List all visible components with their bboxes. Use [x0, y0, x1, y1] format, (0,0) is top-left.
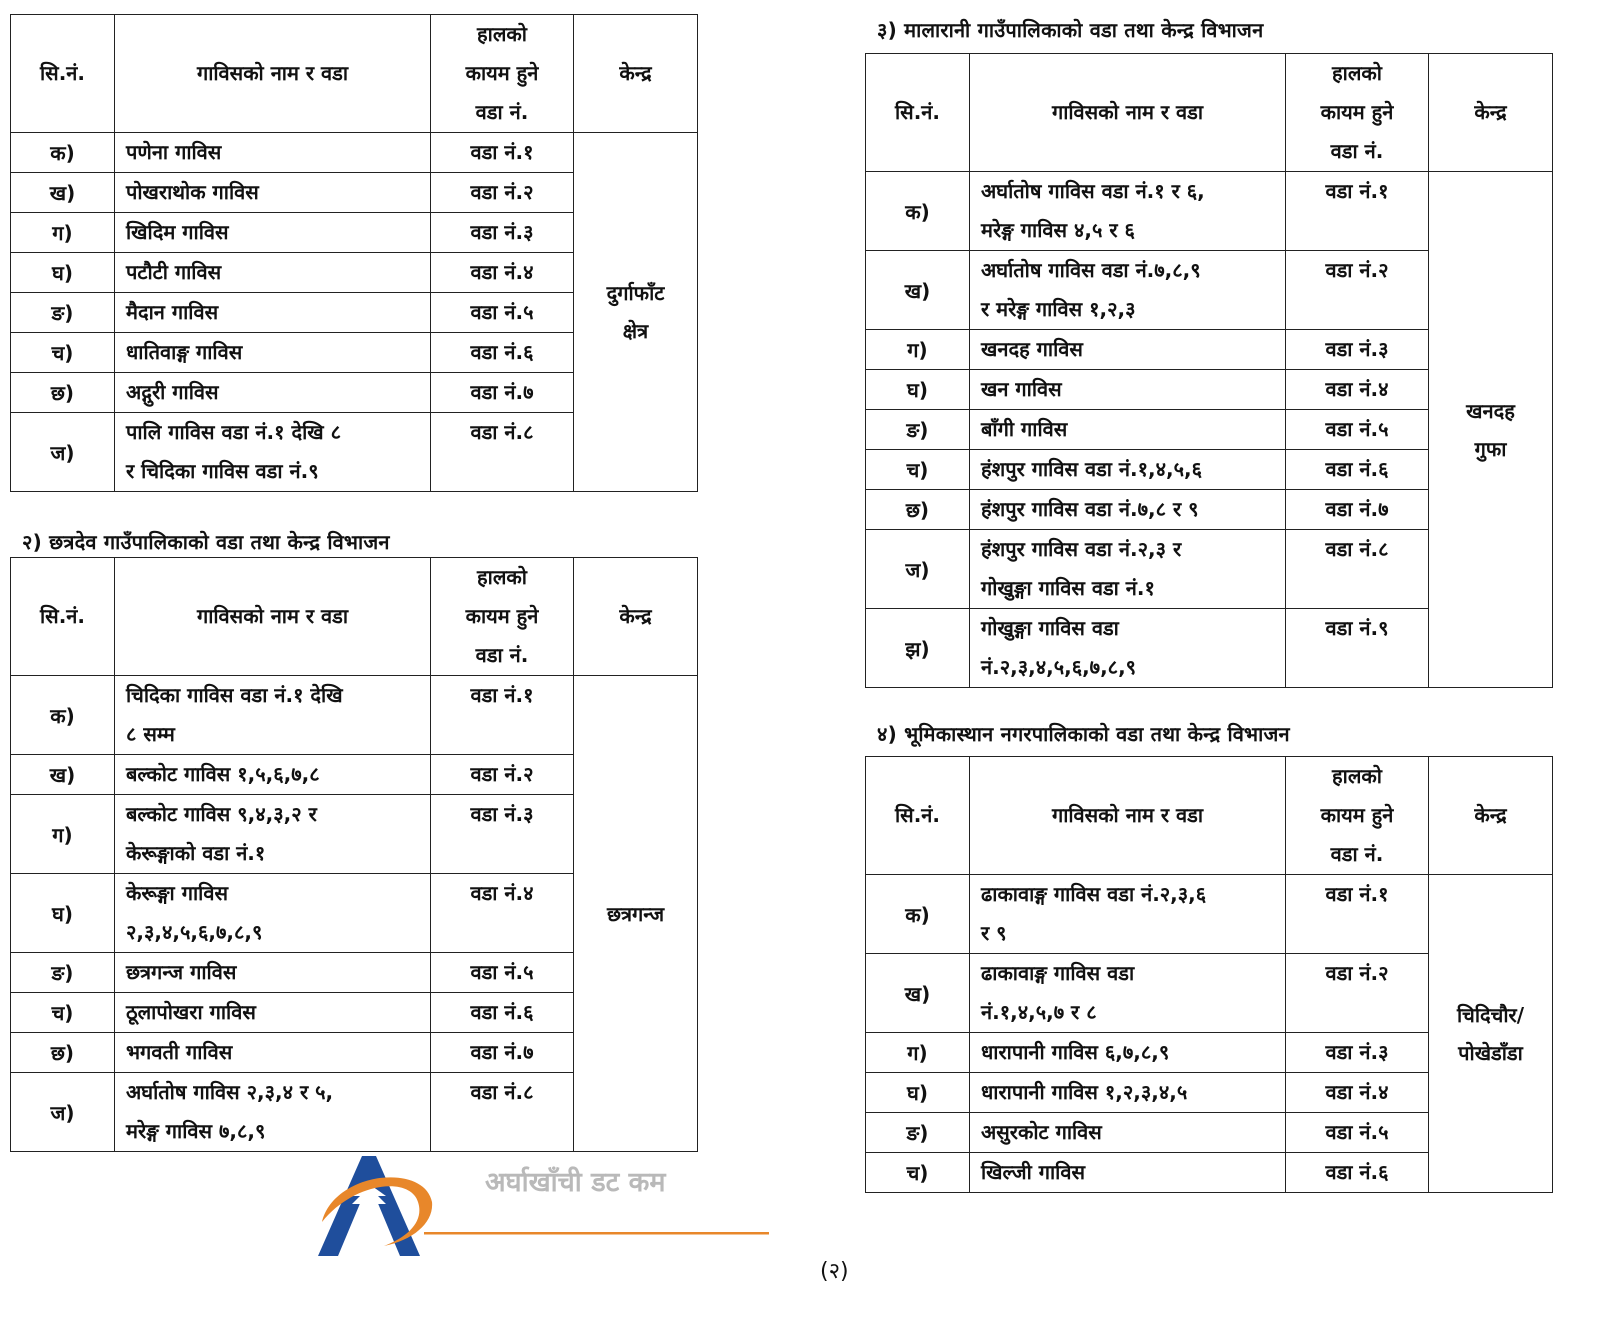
row-vdc-name: [970, 330, 1286, 370]
vdc-name-line: अर्घातोष गाविस वडा नं.७,८,९: [981, 258, 1201, 282]
row-serial: क): [866, 172, 970, 251]
row-vdc-name: [970, 251, 1286, 330]
row-ward: वडा नं.७: [431, 1033, 574, 1073]
header-center: केन्द्र: [1429, 757, 1553, 875]
row-serial: ग): [11, 795, 115, 874]
header-name: गाविसको नाम र वडा: [115, 558, 431, 676]
header-center: केन्द्र: [574, 15, 698, 133]
row-serial: ङ): [11, 293, 115, 333]
vdc-name-line: र मरेङ्ग गाविस १,२,३: [981, 297, 1136, 321]
header-name: गाविसको नाम र वडा: [970, 54, 1286, 172]
row-vdc-name: [115, 1033, 431, 1073]
row-serial: ग): [866, 1033, 970, 1073]
row-serial: घ): [11, 253, 115, 293]
vdc-name-line: ८ सम्म: [126, 722, 175, 746]
ward-table-4: [865, 756, 1553, 1193]
row-serial: छ): [11, 1033, 115, 1073]
row-vdc-name: [115, 874, 431, 953]
row-vdc-name: [970, 875, 1286, 954]
row-ward: वडा नं.६: [431, 993, 574, 1033]
row-vdc-name: [115, 1073, 431, 1152]
table-row: [11, 676, 698, 755]
row-vdc-name: [970, 1033, 1286, 1073]
row-serial: च): [866, 1153, 970, 1193]
row-vdc-name: [115, 333, 431, 373]
table-row: [866, 172, 1553, 251]
row-ward: वडा नं.३: [1286, 1033, 1429, 1073]
vdc-name-line: छत्रगन्ज गाविस: [126, 960, 237, 984]
row-ward: वडा नं.८: [431, 413, 574, 492]
vdc-name-line: हंशपुर गाविस वडा नं.७,८ र ९: [981, 497, 1199, 521]
header-sn: सि.नं.: [866, 757, 970, 875]
row-ward: वडा नं.२: [1286, 954, 1429, 1033]
row-ward: वडा नं.१: [1286, 172, 1429, 251]
row-ward: वडा नं.१: [431, 133, 574, 173]
row-vdc-name: [970, 172, 1286, 251]
row-vdc-name: [970, 609, 1286, 688]
row-ward: वडा नं.१: [1286, 875, 1429, 954]
logo-text: अर्घाखाँची डट कम: [485, 1167, 666, 1198]
row-ward: वडा नं.३: [431, 795, 574, 874]
row-vdc-name: [115, 993, 431, 1033]
row-ward: वडा नं.५: [431, 293, 574, 333]
row-vdc-name: [970, 954, 1286, 1033]
row-ward: वडा नं.५: [1286, 410, 1429, 450]
row-serial: ख): [11, 755, 115, 795]
row-serial: क): [866, 875, 970, 954]
vdc-name-line: पणेना गाविस: [126, 140, 222, 164]
vdc-name-line: धारापानी गाविस ६,७,८,९: [981, 1040, 1170, 1064]
vdc-name-line: र ९: [981, 921, 1007, 945]
row-serial: च): [11, 333, 115, 373]
header-sn: सि.नं.: [11, 15, 115, 133]
row-ward: वडा नं.८: [1286, 530, 1429, 609]
row-serial: ङ): [866, 410, 970, 450]
row-serial: ख): [866, 251, 970, 330]
header-center: केन्द्र: [1429, 54, 1553, 172]
header-ward: हालको कायम हुने वडा नं.: [1286, 54, 1429, 172]
center-name-line: चिदिचौर/: [1456, 1002, 1525, 1027]
row-ward: वडा नं.५: [1286, 1113, 1429, 1153]
vdc-name-line: गोखुङ्गा गाविस वडा नं.१: [981, 576, 1155, 600]
vdc-name-line: केरूङ्गा गाविस: [126, 881, 228, 905]
vdc-name-line: पालि गाविस वडा नं.१ देखि ८: [126, 420, 342, 444]
row-vdc-name: [115, 293, 431, 333]
row-ward: वडा नं.२: [1286, 251, 1429, 330]
row-serial: ख): [11, 173, 115, 213]
row-serial: ज): [11, 1073, 115, 1152]
vdc-name-line: बल्कोट गाविस ९,४,३,२ र: [126, 802, 317, 826]
vdc-name-line: धारापानी गाविस १,२,३,४,५: [981, 1080, 1188, 1104]
row-ward: वडा नं.४: [431, 253, 574, 293]
row-ward: वडा नं.९: [1286, 609, 1429, 688]
row-ward: वडा नं.६: [431, 333, 574, 373]
table-row: [866, 875, 1553, 954]
row-ward: वडा नं.४: [1286, 1073, 1429, 1113]
vdc-name-line: र चिदिका गाविस वडा नं.९: [126, 459, 319, 483]
row-vdc-name: [115, 676, 431, 755]
row-ward: वडा नं.४: [1286, 370, 1429, 410]
page-number: (२): [820, 1259, 849, 1284]
header-center: केन्द्र: [574, 558, 698, 676]
logo-underline: [424, 1232, 769, 1235]
vdc-name-line: खिदिम गाविस: [126, 220, 229, 244]
vdc-name-line: अर्घातोष गाविस वडा नं.१ र ६,: [981, 179, 1205, 203]
row-ward: वडा नं.६: [1286, 1153, 1429, 1193]
center-name-line: छत्रगन्ज: [606, 901, 665, 926]
table-4-caption: ४) भूमिकास्थान नगरपालिकाको वडा तथा केन्द्र विभाजन: [877, 722, 1290, 746]
center-name-line: पोखेडाँडा: [1458, 1040, 1523, 1065]
table-row: [11, 133, 698, 173]
row-vdc-name: [115, 373, 431, 413]
row-ward: वडा नं.२: [431, 755, 574, 795]
vdc-name-line: केरूङ्गाको वडा नं.१: [126, 841, 266, 865]
row-serial: ज): [866, 530, 970, 609]
header-ward: हालको कायम हुने वडा नं.: [431, 15, 574, 133]
center-name-line: खनदह: [1466, 398, 1515, 423]
ward-table-3: [865, 53, 1553, 688]
row-vdc-name: [115, 413, 431, 492]
vdc-name-line: पटौटी गाविस: [126, 260, 222, 284]
header-ward: हालको कायम हुने वडा नं.: [431, 558, 574, 676]
row-serial: छ): [866, 490, 970, 530]
center-cell: [1429, 172, 1553, 688]
row-vdc-name: [115, 953, 431, 993]
row-serial: छ): [11, 373, 115, 413]
row-vdc-name: [970, 1073, 1286, 1113]
row-serial: च): [866, 450, 970, 490]
vdc-name-line: मरेङ्ग गाविस ७,८,९: [126, 1119, 266, 1143]
vdc-name-line: चिदिका गाविस वडा नं.१ देखि: [126, 683, 343, 707]
vdc-name-line: नं.१,४,५,७ र ८: [981, 1000, 1097, 1024]
vdc-name-line: पोखराथोक गाविस: [126, 180, 259, 204]
row-serial: घ): [11, 874, 115, 953]
vdc-name-line: अद्गुरी गाविस: [126, 380, 219, 404]
vdc-name-line: खिल्जी गाविस: [981, 1160, 1085, 1184]
row-serial: घ): [866, 370, 970, 410]
vdc-name-line: असुरकोट गाविस: [981, 1120, 1102, 1144]
row-vdc-name: [115, 213, 431, 253]
row-ward: वडा नं.७: [431, 373, 574, 413]
center-name-line: दुर्गाफाँट: [606, 281, 665, 305]
header-sn: सि.नं.: [866, 54, 970, 172]
row-ward: वडा नं.५: [431, 953, 574, 993]
ward-table-2: [10, 557, 698, 1152]
header-name: गाविसको नाम र वडा: [115, 15, 431, 133]
row-vdc-name: [115, 795, 431, 874]
row-ward: वडा नं.६: [1286, 450, 1429, 490]
table-2-caption: २) छत्रदेव गाउँपालिकाको वडा तथा केन्द्र विभाजन: [22, 530, 390, 554]
vdc-name-line: अर्घातोष गाविस २,३,४ र ५,: [126, 1080, 334, 1104]
vdc-name-line: हंशपुर गाविस वडा नं.१,४,५,६: [981, 457, 1202, 481]
row-ward: वडा नं.३: [431, 213, 574, 253]
row-ward: वडा नं.४: [431, 874, 574, 953]
row-serial: ङ): [866, 1113, 970, 1153]
vdc-name-line: धातिवाङ्ग गाविस: [126, 340, 243, 364]
vdc-name-line: नं.२,३,४,५,६,७,८,९: [981, 655, 1137, 679]
vdc-name-line: २,३,४,५,६,७,८,९: [126, 920, 263, 944]
row-vdc-name: [115, 755, 431, 795]
row-serial: ग): [11, 213, 115, 253]
row-vdc-name: [970, 410, 1286, 450]
vdc-name-line: गोखुङ्गा गाविस वडा: [981, 616, 1119, 640]
row-serial: ङ): [11, 953, 115, 993]
vdc-name-line: बल्कोट गाविस १,५,६,७,८: [126, 762, 320, 786]
center-cell: [574, 676, 698, 1152]
header-ward: हालको कायम हुने वडा नं.: [1286, 757, 1429, 875]
row-vdc-name: [970, 1153, 1286, 1193]
vdc-name-line: ढाकावाङ्ग गाविस वडा: [981, 961, 1135, 985]
row-serial: झ): [866, 609, 970, 688]
row-serial: च): [11, 993, 115, 1033]
row-ward: वडा नं.७: [1286, 490, 1429, 530]
row-ward: वडा नं.२: [431, 173, 574, 213]
header-sn: सि.नं.: [11, 558, 115, 676]
vdc-name-line: हंशपुर गाविस वडा नं.२,३ र: [981, 537, 1182, 561]
vdc-name-line: मैदान गाविस: [126, 300, 219, 324]
row-ward: वडा नं.३: [1286, 330, 1429, 370]
row-serial: क): [11, 676, 115, 755]
row-serial: ज): [11, 413, 115, 492]
vdc-name-line: बाँगी गाविस: [981, 417, 1068, 441]
vdc-name-line: मरेङ्ग गाविस ४,५ र ६: [981, 218, 1135, 242]
center-cell: [574, 133, 698, 492]
row-ward: वडा नं.१: [431, 676, 574, 755]
vdc-name-line: खनदह गाविस: [981, 337, 1083, 361]
ward-table-1: [10, 14, 698, 492]
row-ward: वडा नं.८: [431, 1073, 574, 1152]
row-vdc-name: [970, 490, 1286, 530]
row-vdc-name: [970, 1113, 1286, 1153]
row-vdc-name: [115, 133, 431, 173]
header-name: गाविसको नाम र वडा: [970, 757, 1286, 875]
row-vdc-name: [115, 173, 431, 213]
row-serial: ग): [866, 330, 970, 370]
row-vdc-name: [115, 253, 431, 293]
center-name-line: क्षेत्र: [622, 319, 649, 343]
vdc-name-line: भगवती गाविस: [126, 1040, 233, 1064]
vdc-name-line: खन गाविस: [981, 377, 1062, 401]
row-serial: क): [11, 133, 115, 173]
row-vdc-name: [970, 370, 1286, 410]
vdc-name-line: ढाकावाङ्ग गाविस वडा नं.२,३,६: [981, 882, 1207, 906]
row-serial: घ): [866, 1073, 970, 1113]
vdc-name-line: ठूलापोखरा गाविस: [126, 1000, 256, 1024]
row-vdc-name: [970, 450, 1286, 490]
center-cell: [1429, 875, 1553, 1193]
table-3-caption: ३) मालारानी गाउँपालिकाको वडा तथा केन्द्र विभाजन: [877, 18, 1264, 42]
row-serial: ख): [866, 954, 970, 1033]
row-vdc-name: [970, 530, 1286, 609]
center-name-line: गुफा: [1474, 436, 1507, 461]
